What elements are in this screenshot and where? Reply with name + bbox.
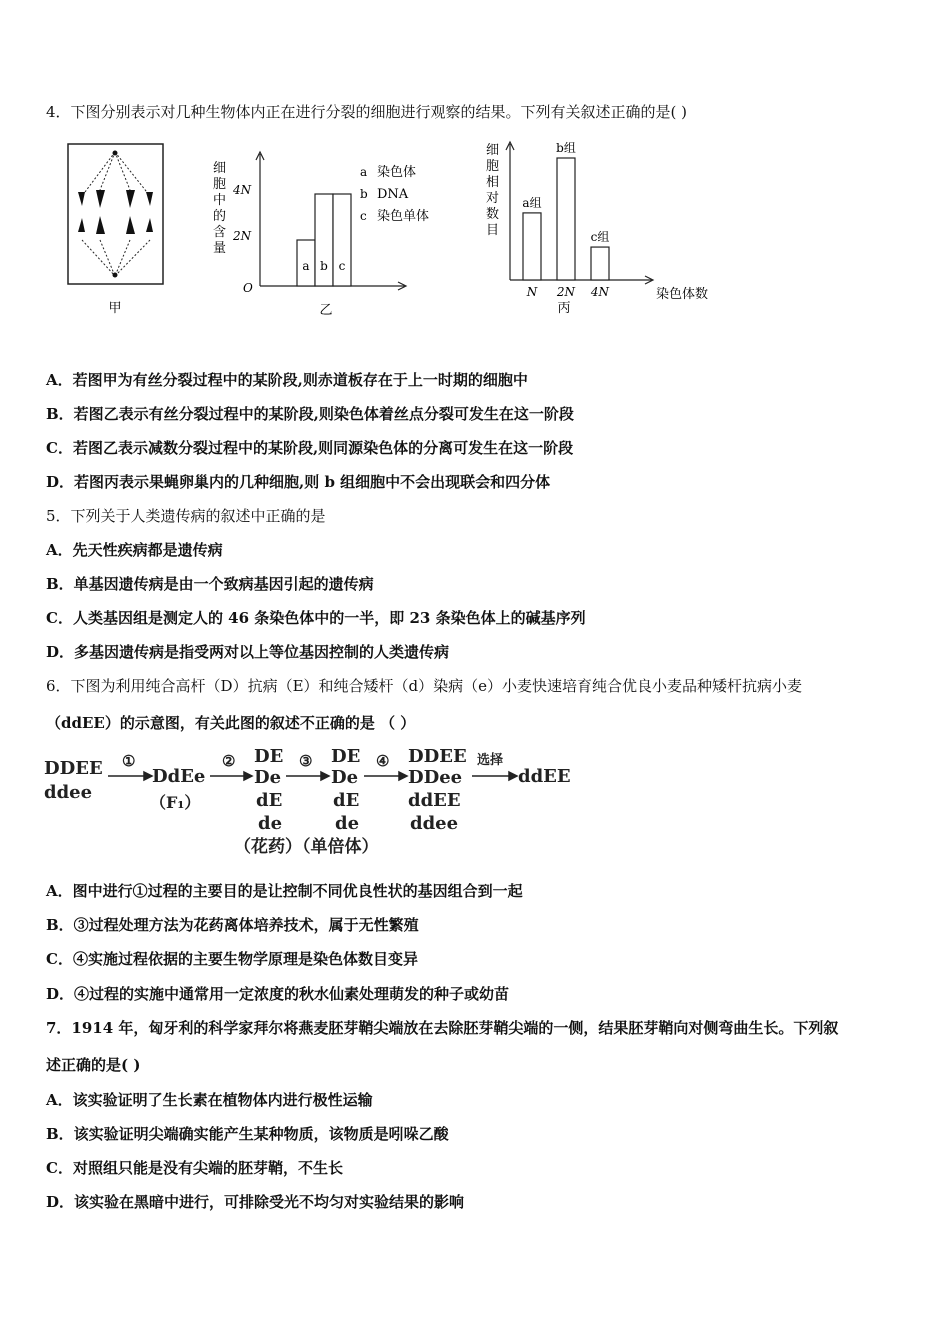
- step-2-label: ②: [222, 752, 236, 770]
- figure-jia: [60, 140, 175, 320]
- q5-option-a: A．先天性疾病都是遗传病: [46, 541, 223, 559]
- bing-x-tick-2: 4N: [590, 285, 610, 299]
- q5-option-b: B．单基因遗传病是由一个致病基因引起的遗传病: [46, 575, 374, 593]
- q6-option-b: B．③过程处理方法为花药离体培养技术，属于无性繁殖: [46, 916, 419, 934]
- haploid-0: DE: [331, 746, 361, 767]
- step-4-label: ④: [376, 752, 390, 770]
- q5-stem: 5．下列关于人类遗传病的叙述中正确的是: [46, 507, 326, 525]
- pollen-0: DE: [254, 746, 284, 767]
- q6-stem-line2: （ddEE）的示意图，有关此图的叙述不正确的是 （ ）: [46, 714, 416, 732]
- bing-bar-0: [523, 213, 541, 280]
- q4-stem: 4．下图分别表示对几种生物体内正在进行分裂的细胞进行观察的结果。下列有关叙述正确的是( ): [46, 103, 688, 121]
- yi-legend-text-a: 染色体: [377, 165, 417, 180]
- yi-legend-key-a: a: [360, 165, 368, 179]
- pollen-2: dE: [256, 790, 283, 811]
- yi-legend-key-c: c: [360, 209, 367, 223]
- tick-2n: 2N: [233, 229, 252, 243]
- flow-caption: （花药）（单倍体）: [234, 837, 379, 857]
- parent-ddee-upper: DDEE: [44, 758, 103, 779]
- bing-ylabel-char: 细: [486, 143, 500, 158]
- figure-bing-chart: [480, 136, 709, 318]
- bing-bar-1: [557, 158, 575, 280]
- haploid-2: dE: [333, 790, 360, 811]
- bing-ylabel-char: 胞: [486, 159, 500, 174]
- figure-bing-caption: 丙: [557, 301, 571, 316]
- yi-bar-label-b: b: [320, 259, 328, 273]
- pollen-3: de: [258, 813, 283, 834]
- f1-genotype: DdEe: [152, 766, 206, 787]
- q6-option-a: A．图中进行①过程的主要目的是让控制不同优良性状的基因组合到一起: [46, 882, 523, 900]
- yi-legend-key-b: b: [360, 187, 368, 201]
- bing-bar-label-1: b组: [556, 141, 576, 155]
- yi-ylabel-char: 含: [213, 225, 227, 240]
- figure-bing-xlabel: 染色体数: [656, 287, 709, 302]
- tick-4n: 4N: [233, 183, 252, 197]
- bing-x-tick-1: 2N: [556, 285, 576, 299]
- step-1-label: ①: [122, 752, 136, 770]
- q5-option-d: D．多基因遗传病是指受两对以上等位基因控制的人类遗传病: [46, 643, 450, 661]
- figure-jia-caption: 甲: [108, 301, 122, 316]
- doubled-1: DDee: [408, 767, 463, 788]
- bing-ylabel-char: 目: [486, 223, 500, 238]
- bing-ylabel-char: 数: [486, 207, 500, 222]
- yi-ylabel-char: 细: [213, 161, 227, 176]
- q4-option-a: A．若图甲为有丝分裂过程中的某阶段,则赤道板存在于上一时期的细胞中: [46, 371, 528, 389]
- q7-option-c: C．对照组只能是没有尖端的胚芽鞘，不生长: [46, 1159, 343, 1177]
- bing-bar-label-0: a组: [522, 195, 542, 210]
- q4-option-b: B．若图乙表示有丝分裂过程中的某阶段,则染色体着丝点分裂可发生在这一阶段: [46, 405, 574, 423]
- origin-label: O: [243, 281, 253, 295]
- q4-option-d: D．若图丙表示果蝇卵巢内的几种细胞,则 b 组细胞中不会出现联会和四分体: [46, 473, 551, 491]
- yi-legend-text-b: DNA: [377, 187, 409, 202]
- yi-ylabel-char: 胞: [213, 177, 227, 192]
- pollen-1: De: [254, 767, 282, 788]
- q7-stem-line2: 述正确的是( ): [46, 1056, 141, 1074]
- select-label: 选择: [477, 753, 504, 768]
- figure-yi-caption: 乙: [319, 303, 333, 318]
- q6-option-c: C．④实施过程依据的主要生物学原理是染色体数目变异: [46, 950, 418, 968]
- bing-ylabel-char: 相: [486, 175, 500, 190]
- figure-yi-chart: [205, 148, 465, 326]
- step-3-label: ③: [299, 752, 313, 770]
- yi-legend-text-c: 染色单体: [377, 209, 430, 224]
- yi-ylabel-char: 量: [213, 241, 227, 256]
- yi-ylabel-char: 中: [213, 193, 227, 208]
- q6-option-d: D．④过程的实施中通常用一定浓度的秋水仙素处理萌发的种子或幼苗: [46, 985, 510, 1003]
- result-genotype: ddEE: [518, 766, 571, 787]
- q7-option-d: D．该实验在黑暗中进行，可排除受光不均匀对实验结果的影响: [46, 1193, 465, 1211]
- bing-bar-label-2: c组: [590, 230, 610, 245]
- q6-stem-line1: 6．下图为利用纯合高杆（D）抗病（E）和纯合矮杆（d）染病（e）小麦快速培育纯合优良小麦品种矮杆抗病小麦: [46, 677, 803, 695]
- yi-ylabel-char: 的: [213, 209, 227, 224]
- q7-option-a: A．该实验证明了生长素在植物体内进行极性运输: [46, 1091, 373, 1109]
- yi-bar-label-c: c: [338, 259, 346, 273]
- doubled-0: DDEE: [408, 746, 467, 767]
- q5-option-c: C．人类基因组是测定人的 46 条染色体中的一半，即 23 条染色体上的碱基序列: [46, 609, 586, 627]
- breeding-flow-diagram: [44, 742, 604, 860]
- parent-ddee-lower: ddee: [44, 782, 93, 803]
- haploid-3: de: [335, 813, 360, 834]
- bing-ylabel-char: 对: [486, 191, 500, 206]
- haploid-1: De: [331, 767, 359, 788]
- f1-label: （F₁）: [150, 793, 201, 812]
- bing-x-tick-0: N: [526, 285, 538, 299]
- doubled-2: ddEE: [408, 790, 461, 811]
- bing-bar-2: [591, 247, 609, 280]
- doubled-3: ddee: [410, 813, 459, 834]
- q4-option-c: C．若图乙表示减数分裂过程中的某阶段,则同源染色体的分离可发生在这一阶段: [46, 439, 574, 457]
- q7-stem-line1: 7．1914 年，匈牙利的科学家拜尔将燕麦胚芽鞘尖端放在去除胚芽鞘尖端的一侧，结果胚芽鞘向对侧弯曲生长。下列叙: [46, 1019, 839, 1037]
- yi-bar-label-a: a: [302, 259, 310, 273]
- q7-option-b: B．该实验证明尖端确实能产生某种物质，该物质是吲哚乙酸: [46, 1125, 449, 1143]
